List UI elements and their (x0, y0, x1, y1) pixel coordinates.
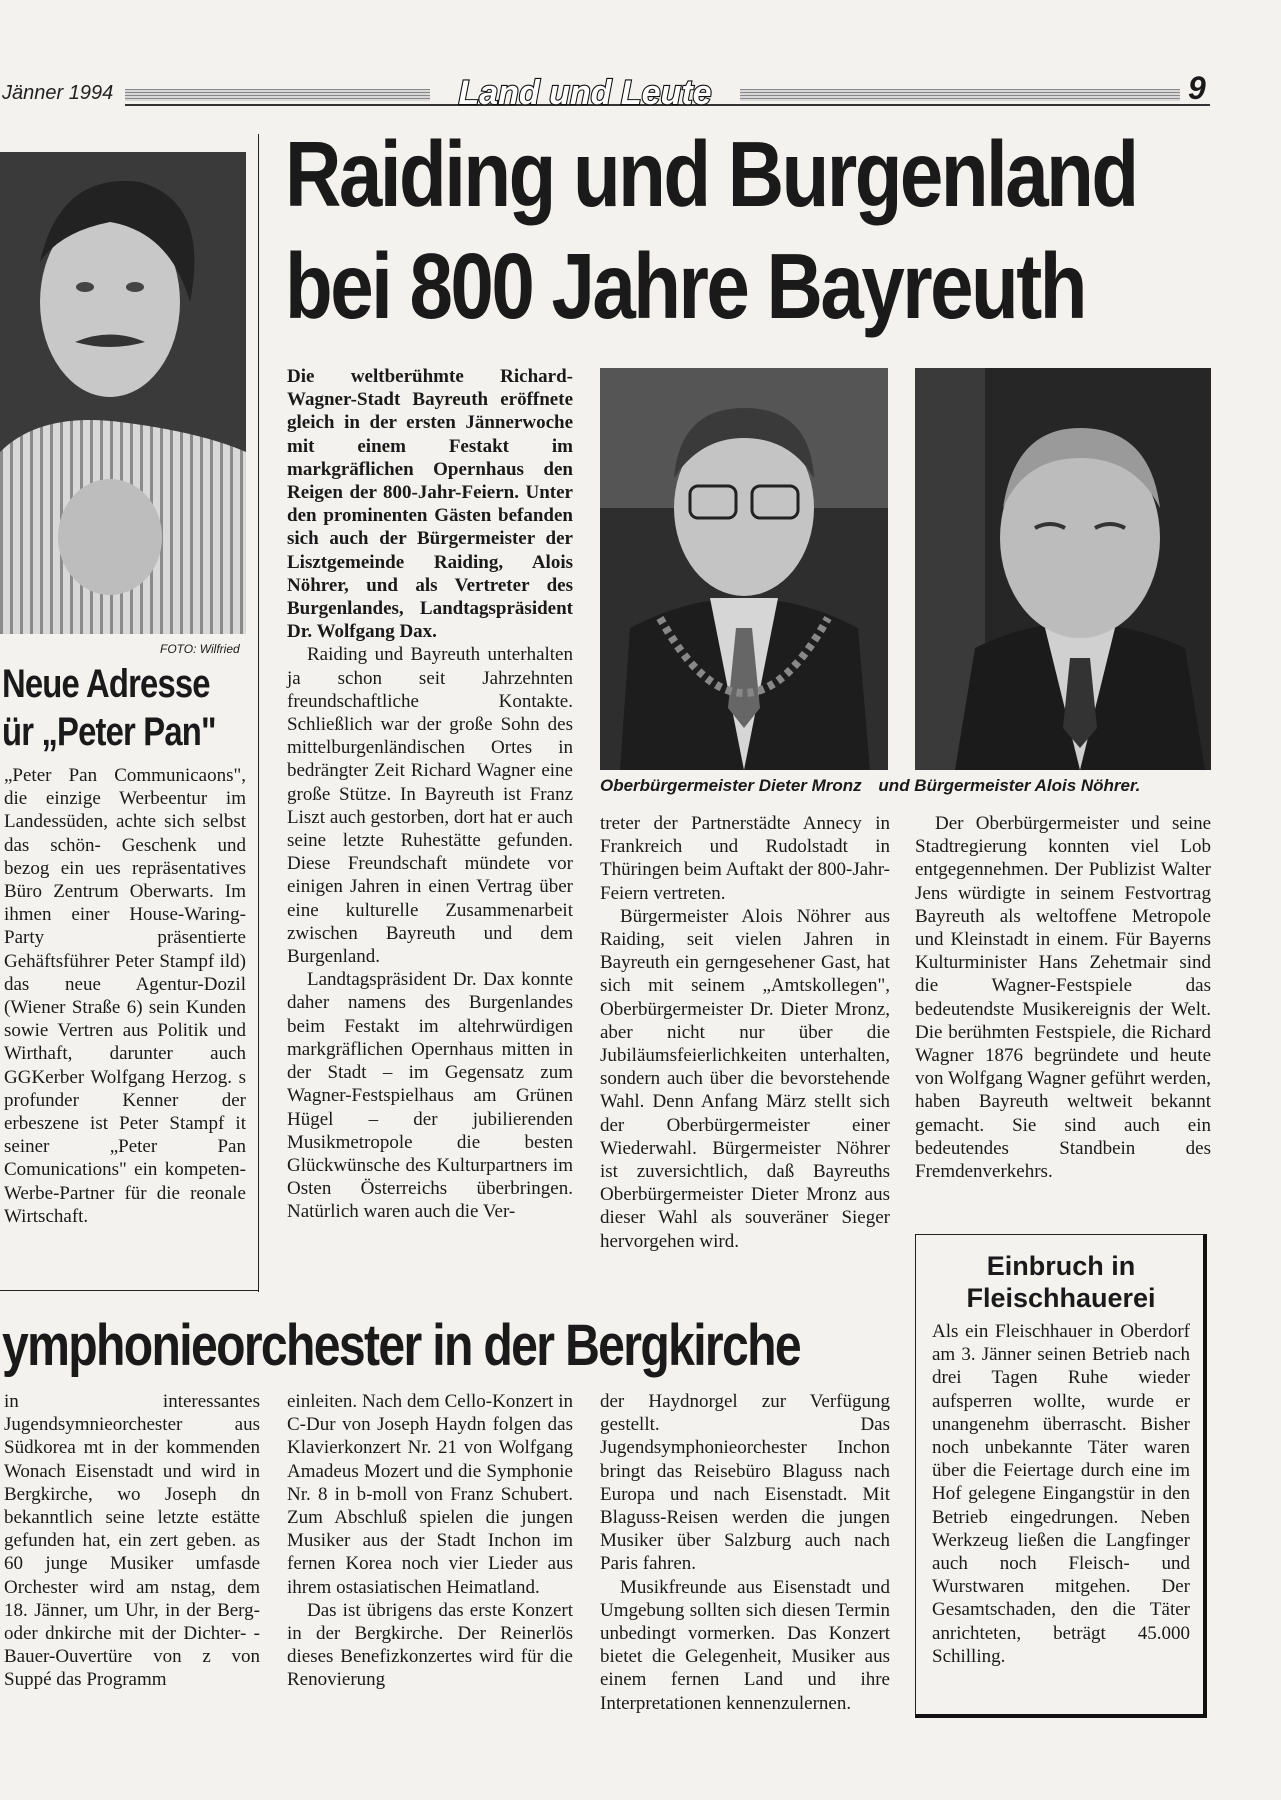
side-column-rule (258, 134, 259, 1292)
orchestra-headline: ymphonieorchester in der Bergkirche (2, 1313, 800, 1378)
box-article-body: Als ein Fleischhauer in Oberdorf am 3. Jänner seinen Betrieb nach drei Tagen Ruhe wieder aufsperren wollte, wurde er unangenehm überrascht. Bisher noch unbekannte Täter waren über die Feiertage durch eine im Hof gelegene Eingangstür in den Betrieb eingedrungen. Neben Werkzeug ließen die Langfinger auch noch Fleisch- und Wurstwaren mitgehen. Der Gesamtschaden, den die Täter anrichteten, beträgt 45.000 Schilling. (932, 1321, 1190, 1667)
main-headline-line2: bei 800 Jahre Bayreuth (285, 234, 1085, 338)
header-rule-right (740, 89, 1180, 101)
main-article-p3: Landtagspräsident Dr. Dax konnte daher namens des Burgenlandes beim Festakt im altehrwürdigen markgräflichen Opernhaus mitten in der Stadt – im Gegensatz zum Wagner-Festspielhaus am Grünen Hügel – der jubilierenden Musikmetropole die besten Glückwünsche des Kulturpartners im Osten Österreichs überbringen. Natürlich waren auch die Ver- (287, 969, 573, 1223)
issue-date: Jänner 1994 (2, 82, 114, 104)
side-headline-line1: Neue Adresse (2, 662, 210, 706)
page-number: 9 (1188, 70, 1206, 106)
photo-credit: FOTO: Wilfried (160, 642, 240, 656)
main-article-col2: treter der Partnerstädte Annecy in Frankreich und Rudolstadt in Thüringen beim Auftakt der 800-Jahr-Feiern vertreten. Bürgermeister Alois Nöhrer aus Raiding, seit vielen Jahren in Bayreuth ein gerngesehener Gast, hat sich mit seinem „Amtskollegen", Oberbürgermeister Dr. Dieter Mronz, aber nicht nur über die Jubiläumsfeierlichkeiten unterhalten, sondern auch über die bevorstehende Wahl. Denn Anfang März stellt sich der Oberbürgermeister einer Wiederwahl. Bürgermeister Nöhrer ist zuversichtlich, daß Bayreuths Oberbürgermeister Dieter Mronz aus dieser Wahl als souveräner Sieger hervorgehen wird. (600, 813, 890, 1252)
main-article-col1 (287, 365, 573, 1224)
side-article-body: „Peter Pan Communicaons", die einzige Werbeentur im Landessüden, achte sich selbst das schön- Geschenk und bezog ein ues repräsentatives Büro Zentrum Oberwarts. Im ihmen einer House-Waring-Party präsentierte Gehäftsführer Peter Stampf ild) das neue Agentur-Dozil (Wiener Straße 6) sein Kunden sowie Vertren aus Politik und Wirthaft, darunter auch GGKerber Wolfgang Herzog. s profunder Kenner der erbeszene ist Peter Stampf it seiner „Peter Pan Comunications" ein kompeten- Werbe-Partner für die reonale Wirtschaft. (4, 765, 246, 1227)
main-headline-line1: Raiding und Burgenland (285, 122, 1137, 226)
side-headline-line2: ür „Peter Pan" (2, 710, 216, 754)
header-rule-left (125, 89, 430, 101)
svg-text:Land und Leute: Land und Leute (458, 74, 712, 112)
main-headline (285, 118, 1137, 342)
main-article-col3: Der Oberbürgermeister und seine Stadtregierung konnten viel Lob entgegennehmen. Der Publizist Walter Jens würdigte in seinem Festvortrag Bayreuth als weltoffene Metropole und Kleinstadt in einem. Für Bayerns Kulturminister Hans Zehetmair sind die Wagner-Festspiele das bedeutendste Musikereignis der Welt. Die berühmten Festspiele, die Richard Wagner 1876 begründete und heute von Wolfgang Wagner geführt werden, haben Bayreuth weltweit bekannt gemacht. Sie sind auch ein bedeutendes Standbein des Fremdenverkehrs. (915, 813, 1211, 1183)
orchestra-col2: einleiten. Nach dem Cello-Konzert in C-Dur von Joseph Haydn folgen das Klavierkonzert Nr. 21 von Wolfgang Amadeus Mozert und die Symphonie Nr. 8 in b-moll von Franz Schubert. Zum Abschluß spielen die jungen Musiker aus der Stadt Inchon im fernen Korea noch vier Lieder aus ihrem ostasiatischen Heimatland. Das ist übrigens das erste Konzert in der Bergkirche. Der Reinerlös dieses Benefizkonzertes wird für die Renovierung (287, 1391, 573, 1691)
orchestra-col1: in interessantes Jugendsymnieorchester aus Südkorea mt in der kommenden Wonach Eisenstadt und wird in Bergkirche, wo Joseph dn bekanntlich seine letzte estätte gefunden hat, ein zert geben. as 60 junge Musiker umfasde Orchester wird am nstag, dem 18. Jänner, um Uhr, in der Berg- oder dnkirche mit der Dichter- -Bauer-Ouvertüre von z von Suppé das Programm (4, 1391, 260, 1691)
main-article-p2: Raiding und Bayreuth unterhalten ja schon seit Jahrzehnten freundschaftliche Kontakte. Schließlich war der große Sohn des mittelburgenländischen Ortes in bedrängter Zeit Richard Wagner eine große Stütze. In Bayreuth ist Franz Liszt auch gestorben, dort hat er auch seine letzte Ruhestätte gefunden. Diese Freundschaft mündete vor einigen Jahren in einen Vertrag über eine kulturelle Zusammenarbeit zwischen Bayreuth und dem Burgenland. (287, 644, 573, 968)
photo-caption: Oberbürgermeister Dieter Mronz und Bürgermeister Alois Nöhrer. (600, 776, 1141, 795)
orchestra-col3: der Haydnorgel zur Verfügung gestellt. Das Jugendsymphonieorchester Inchon bringt das Reisebüro Blaguss nach Europa und nach Eisenstadt. Mit Blaguss-Reisen werden die jungen Musiker über Salzburg auch nach Paris fahren. Musikfreunde aus Eisenstadt und Umgebung sollten sich diesen Termin unbedingt vormerken. Das Konzert bietet die Gelegenheit, Musiker aus einem fernen Land und ihre Interpretationen kennenzulernen. (600, 1391, 890, 1714)
main-article-lead: Die weltberühmte Richard-Wagner-Stadt Bayreuth eröffnete gleich in der ersten Jännerwoche mit einem Festakt im markgräflichen Opernhaus den Reigen der 800-Jahr-Feiern. Unter den prominenten Gästen befanden sich auch der Bürgermeister der Lisztgemeinde Raiding, Alois Nöhrer, und als Vertreter des Burgenlandes, Landtagspräsident Dr. Wolfgang Dax. (287, 366, 573, 643)
mronz-photo (600, 368, 888, 770)
section-logo (440, 70, 730, 114)
side-bottom-rule (0, 1290, 258, 1291)
noehrer-photo (915, 368, 1211, 770)
peter-stampf-photo (0, 152, 246, 634)
box-headline: Einbruch in Fleischhauerei (966, 1251, 1156, 1313)
